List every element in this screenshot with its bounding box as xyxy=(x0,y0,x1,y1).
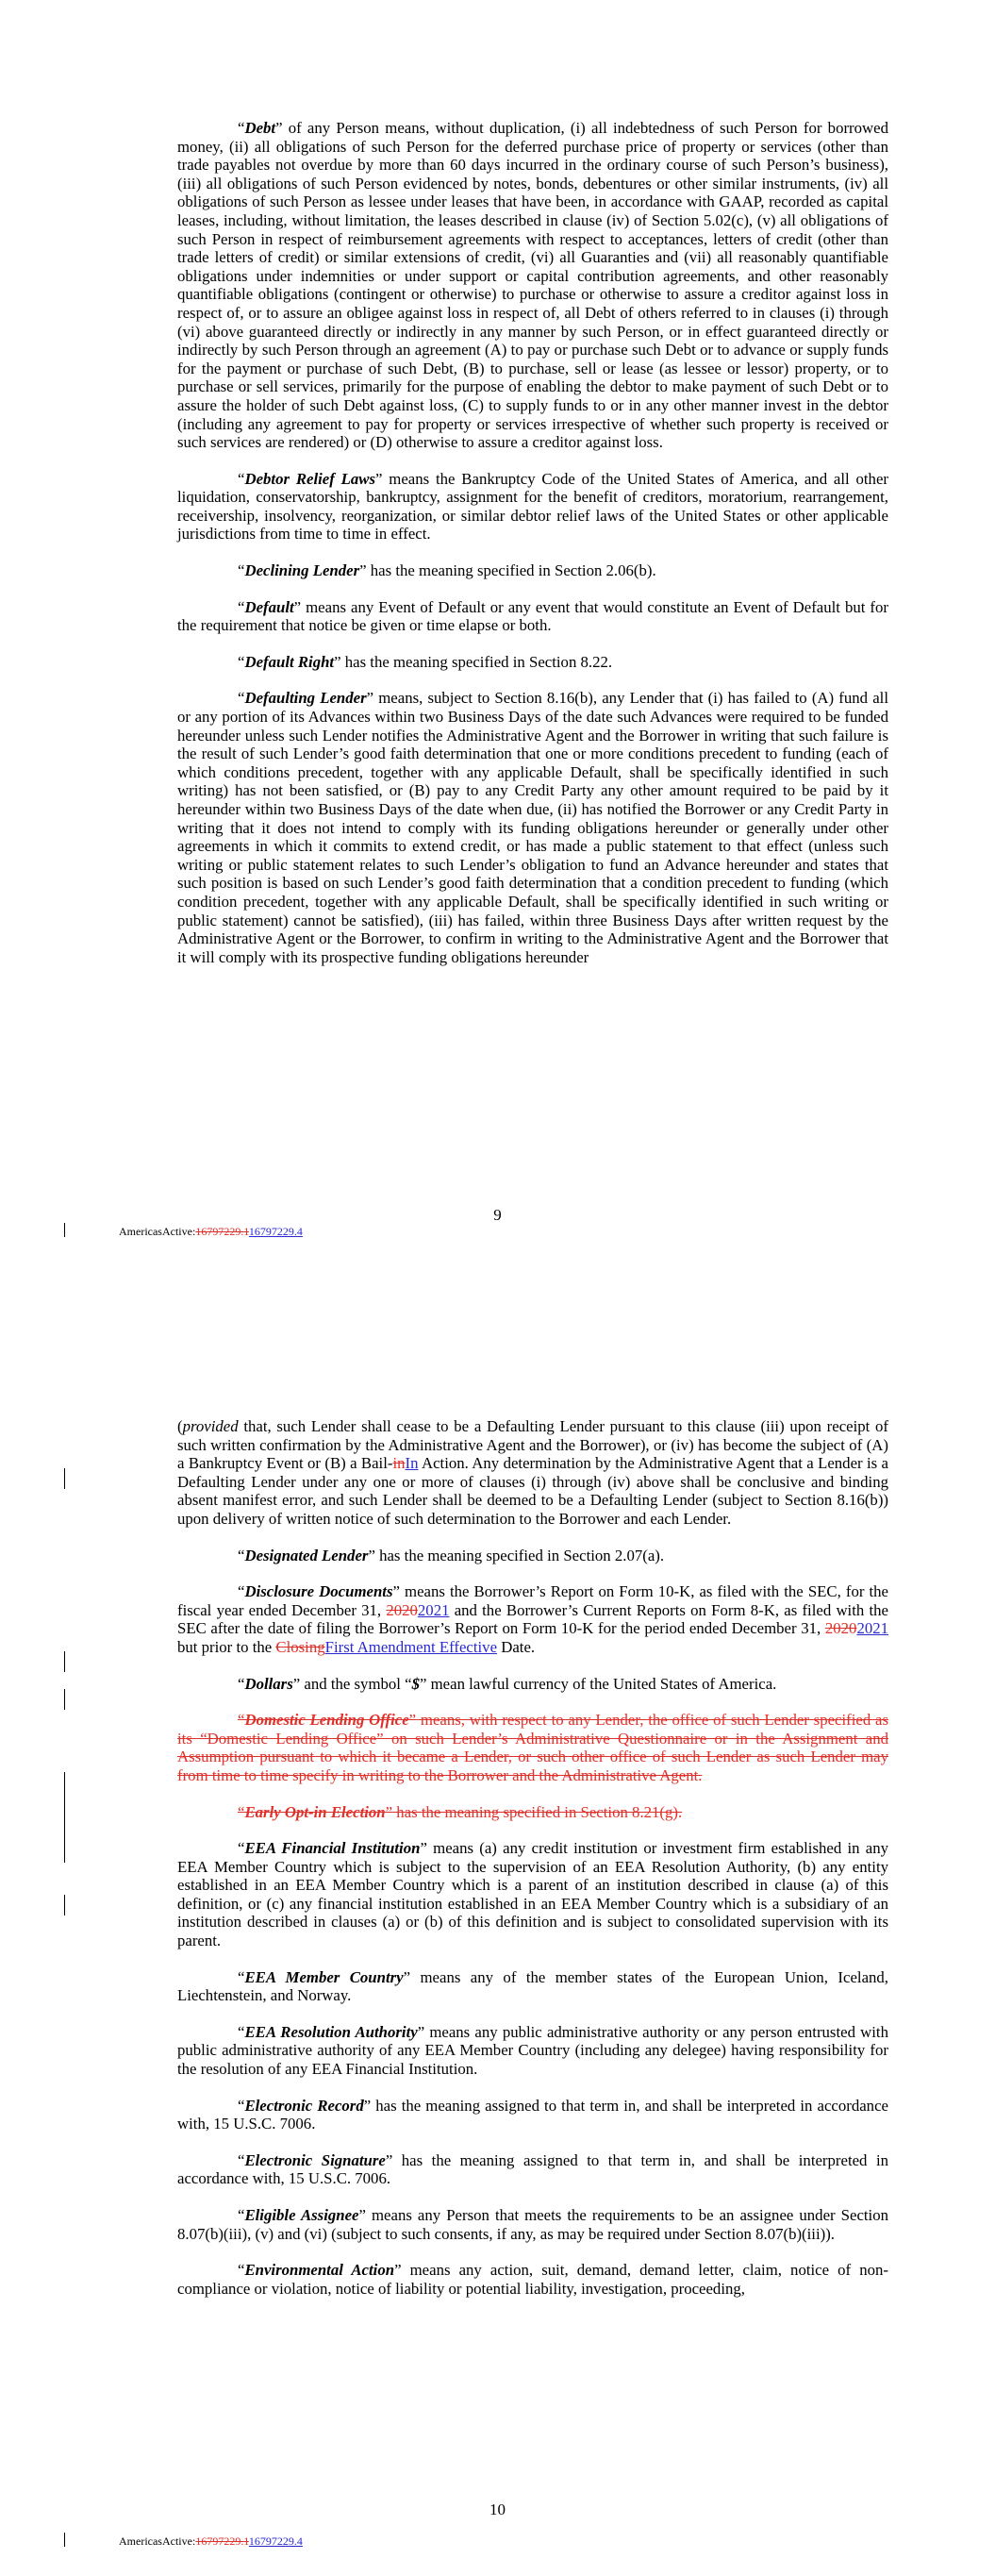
document-footer xyxy=(119,2534,303,2549)
definition-text: has the meaning specified in Section 2.06(b). xyxy=(366,561,656,580)
definition-dollars xyxy=(177,1675,888,1694)
defined-term: Environmental Action xyxy=(244,2261,395,2280)
deleted-text: in xyxy=(392,1454,406,1473)
defined-term: Debtor Relief Laws xyxy=(244,469,376,488)
footer-inserted-version: 16797229.4 xyxy=(248,1225,303,1238)
open-quote: “ xyxy=(238,2206,245,2224)
defined-term: Debt xyxy=(244,119,276,137)
definition-electronic-signature xyxy=(177,2151,888,2188)
change-bar xyxy=(64,1895,65,1915)
defined-term: Default Right xyxy=(244,652,335,671)
defined-term: Eligible Assignee xyxy=(244,2206,359,2224)
defined-term: EEA Financial Institution xyxy=(244,1839,421,1858)
definition-disclosure-documents xyxy=(177,1582,888,1656)
change-bar xyxy=(64,1223,65,1237)
definition-text: means any action, suit, demand, demand letter, claim, notice of non-compliance or violation, notice of liability or potential liability, investigation, proceeding, xyxy=(177,2261,888,2298)
close-quote: ” xyxy=(417,2022,425,2041)
open-quote: “ xyxy=(238,1582,245,1601)
defined-term: Default xyxy=(244,597,294,616)
definition-designated-lender xyxy=(177,1547,888,1565)
definition-text: has the meaning specified in Section 8.21(g). xyxy=(392,1802,683,1821)
definition-text: means any of the member states of the European Union, Iceland, Liechtenstein, and Norway. xyxy=(177,1967,888,2005)
definition-text: has the meaning assigned to that term in, and shall be interpreted in accordance with, 15 U.S.C. 7006. xyxy=(177,2096,888,2133)
deleted-text: 2020 xyxy=(824,1619,857,1638)
provided-word: provided xyxy=(182,1417,239,1435)
document-page-9 xyxy=(0,0,995,1283)
dollar-symbol: $ xyxy=(411,1674,420,1693)
change-bar xyxy=(64,1651,65,1672)
footer-prefix: AmericasActive: xyxy=(119,2534,196,2548)
definition-text: and the symbol “ xyxy=(300,1674,412,1693)
close-quote: ” xyxy=(334,652,341,671)
open-quote: “ xyxy=(238,561,245,580)
open-quote: “ xyxy=(238,1839,245,1858)
defined-term: Designated Lender xyxy=(244,1546,369,1564)
defined-term: Defaulting Lender xyxy=(244,689,367,708)
definition-defaulting-lender xyxy=(177,689,888,966)
open-quote: “ xyxy=(238,1711,245,1730)
definition-text: has the meaning assigned to that term in, and shall be interpreted in accordance with, 15 U.S.C. 7006. xyxy=(177,2150,888,2188)
close-quote: ” xyxy=(358,2206,366,2224)
open-quote: “ xyxy=(238,2150,245,2169)
inserted-text: 2021 xyxy=(417,1600,450,1619)
close-quote: ” xyxy=(392,1582,400,1601)
document-footer xyxy=(119,1225,303,1239)
definition-text: means the Borrower’s Report on Form 10-K, as filed with the SEC, for the fiscal year ended December 31, xyxy=(177,1582,888,1619)
definition-eligible-assignee xyxy=(177,2206,888,2243)
defaulting-lender-continuation xyxy=(177,1417,888,1529)
close-quote: ” xyxy=(368,1546,375,1564)
footer-prefix: AmericasActive: xyxy=(119,1225,196,1238)
change-bar xyxy=(64,1689,65,1710)
definition-text: means the Bankruptcy Code of the United States of America, and all other liquidation, conservatorship, bankruptcy, assignment for the benefit of creditors, moratorium, rearrangement, receivership, insolvency, reorganization, or similar debtor relief laws of the United States or other applicable jurisdictions from time to time in effect. xyxy=(177,469,888,544)
defined-term: EEA Member Country xyxy=(244,1967,404,1986)
open-quote: “ xyxy=(238,1546,245,1564)
deleted-text: Closing xyxy=(275,1637,325,1656)
open-quote: “ xyxy=(238,2022,245,2041)
continuation-text: Action. Any determination by the Administrative Agent that a Lender is a Defaulting Lender under any one or more of clauses (i) through (iv) above shall be conclusive and binding absent manifest error, and such Lender shall be deemed to be a Defaulting Lender (subject to Section 8.16(b)) upon delivery of written notice of such determination to the Borrower and each Lender. xyxy=(177,1454,888,1528)
close-quote: ” xyxy=(363,2096,372,2115)
page-number: 9 xyxy=(493,1206,502,1224)
defined-term: Domestic Lending Office xyxy=(244,1711,409,1730)
definition-text: but prior to the xyxy=(177,1637,276,1656)
definition-text: means, with respect to any Lender, the office of such Lender specified as its “Domestic Lending Office” on such Lender’s Administrative Questionnaire or in the Assignment and Assumption pursuant to which it became a Lender, or such other office of such Lender as such Lender may from time to time specify in writing to the Borrower and the Administrative Agent. xyxy=(177,1711,888,1784)
open-quote: “ xyxy=(238,1967,245,1986)
definition-declining-lender xyxy=(177,561,888,580)
definition-eea-resolution-authority xyxy=(177,2023,888,2079)
definition-text: ” mean lawful currency of the United States of America. xyxy=(419,1674,777,1693)
definition-text: of any Person means, without duplication, (i) all indebtedness of such Person for borrowed money, (ii) all obligations of such Person for the deferred purchase price of property or services (other than trade payables not overdue by more than 60 days incurred in the ordinary course of such Person’s business), (iii) all obligations of such Person evidenced by notes, bonds, debentures or other similar instruments, (iv) all obligations of such Person as lessee under leases that have been, in accordance with GAAP, recorded as capital leases, including, without limitation, the leases described in clause (iv) of Section 5.02(c), (v) all obligations of such Person in respect of reimbursement agreements with respect to acceptances, letters of credit (other than trade letters of credit) or similar extensions of credit, (vi) all Guaranties and (vii) all reasonably quantifiable obligations under indemnities or under support or capital contribution agreements, and other reasonably quantifiable obligations (contingent or otherwise) to purchase or otherwise to assure a creditor against loss in respect of, or to assure an obligee against loss in respect of, all Debt of others referred to in clauses (i) through (vi) above guaranteed directly or indirectly in any manner by such Person, or in effect guaranteed directly or indirectly by such Person through an agreement (A) to pay or purchase such Debt or to advance or supply funds for the payment or purchase of such Debt, (B) to purchase, sell or lease (as lessee or lessor) property, or to purchase or sell services, primarily for the purpose of enabling the debtor to make payment of such Debt or to assure the holder of such Debt against loss, (C) to supply funds to or in any other manner invest in the debtor (including any agreement to pay for property or services irrespective of whether such property is received or such services are rendered) or (D) otherwise to assure a creditor against loss. xyxy=(177,119,888,452)
close-quote: ” xyxy=(359,561,367,580)
footer-deleted-version: 16797229.1 xyxy=(195,2534,249,2548)
footer-deleted-version: 16797229.1 xyxy=(195,1225,249,1238)
definition-text: and the Borrower’s Current Reports on Form 8-K, as filed with the SEC after the date of filing the Borrower’s Report on Form 10-K for the period ended December 31, xyxy=(177,1600,889,1638)
open-quote: “ xyxy=(238,689,245,708)
close-quote: ” xyxy=(275,119,283,137)
page-number: 10 xyxy=(489,2501,506,2518)
definition-environmental-action xyxy=(177,2261,888,2298)
close-quote: ” xyxy=(420,1839,427,1858)
page-10-body xyxy=(177,1417,888,2316)
definition-default xyxy=(177,598,888,635)
open-quote: “ xyxy=(238,469,245,488)
definition-default-right xyxy=(177,653,888,672)
definition-text: means any Event of Default or any event that would constitute an Event of Default but for the requirement that notice be given or time elapse or both. xyxy=(177,597,888,635)
definition-text: means, subject to Section 8.16(b), any Lender that (i) has failed to (A) fund all or any portion of its Advances within two Business Days of the date such Advances were required to be funded hereunder unless such Lender notifies the Administrative Agent and the Borrower in writing that such failure is the result of such Lender’s good faith determination that one or more conditions precedent to funding (each of which conditions precedent, together with any applicable Default, shall be specifically identified in such writing) has not been satisfied, or (B) pay to any Credit Party any other amount required to be paid by it hereunder within two Business Days of the date when due, (ii) has notified the Borrower or any Credit Party in writing that it does not intend to comply with its funding obligations hereunder or generally under other agreements in which it commits to extend credit, or has made a public statement to that effect (unless such writing or public statement relates to such Lender’s obligation to fund an Advance hereunder and states that such position is based on such Lender’s good faith determination that a condition precedent to funding (which condition precedent, together with any applicable Default, shall be specifically identified in such writing or public statement) cannot be satisfied), (iii) has failed, within three Business Days after written request by the Administrative Agent or the Borrower, to confirm in writing to the Administrative Agent and the Borrower that it will comply with its prospective funding obligations hereunder xyxy=(177,689,889,966)
definition-eea-member-country xyxy=(177,1968,888,2005)
open-paren: ( xyxy=(177,1417,183,1435)
change-bar xyxy=(64,2533,65,2547)
footer-inserted-version: 16797229.4 xyxy=(248,2534,303,2548)
defined-term: Early Opt-in Election xyxy=(244,1802,386,1821)
definition-text: means (a) any credit institution or investment firm established in any EEA Member Country which is subject to the supervision of an EEA Resolution Authority, (b) any entity established in an EEA Member Country which is a parent of an institution described in clause (a) of this definition, or (c) any financial institution established in an EEA Member Country which is a subsidiary of an institution described in clauses (a) or (b) of this definition and is subject to consolidated supervision with its parent. xyxy=(177,1839,889,1950)
close-quote: ” xyxy=(375,469,383,488)
deleted-text: 2020 xyxy=(386,1600,418,1619)
open-quote: “ xyxy=(238,2096,245,2115)
definition-early-opt-in-election-deleted xyxy=(177,1803,888,1822)
close-quote: ” xyxy=(408,1711,417,1730)
definition-text: means any Person that meets the requirements to be an assignee under Section 8.07(b)(iii), (v) and (vi) (subject to such consents, if any, as may be required under Section 8.07(b)(iii)). xyxy=(177,2206,888,2243)
definition-electronic-record xyxy=(177,2097,888,2133)
open-quote: “ xyxy=(238,1674,245,1693)
definition-debt xyxy=(177,119,888,452)
close-quote: ” xyxy=(385,2150,393,2169)
close-quote: ” xyxy=(385,1802,393,1821)
defined-term: Electronic Signature xyxy=(244,2150,386,2169)
close-quote: ” xyxy=(366,689,374,708)
defined-term: Disclosure Documents xyxy=(244,1582,393,1601)
definition-domestic-lending-office-deleted xyxy=(177,1711,888,1784)
definition-text: means any public administrative authority or any person entrusted with public administrative authority of any EEA Member Country (including any delegee) having responsibility for the resolution of any EEA Financial Institution. xyxy=(177,2022,888,2079)
close-quote: ” xyxy=(292,1674,301,1693)
open-quote: “ xyxy=(238,652,245,671)
open-quote: “ xyxy=(238,119,245,137)
page-9-body xyxy=(177,119,888,984)
definition-text: has the meaning specified in Section 8.22. xyxy=(340,652,613,671)
definition-text: has the meaning specified in Section 2.07(a). xyxy=(374,1546,665,1564)
open-quote: “ xyxy=(238,597,245,616)
inserted-text: In xyxy=(405,1454,419,1473)
close-quote: ” xyxy=(403,1967,411,1986)
close-quote: ” xyxy=(293,597,302,616)
change-bar xyxy=(64,1468,65,1489)
continuation-text: that, such Lender shall cease to be a Defaulting Lender pursuant to this clause (iii) upon receipt of such written confirmation by the Administrative Agent and the Borrower), or (iv) has become the subject of (A) a Bankruptcy Event or (B) a Bail- xyxy=(177,1417,888,1473)
defined-term: Declining Lender xyxy=(244,561,360,580)
definition-debtor-relief-laws xyxy=(177,470,888,544)
definition-eea-financial-institution xyxy=(177,1839,888,1950)
defined-term: Electronic Record xyxy=(244,2096,364,2115)
defined-term: EEA Resolution Authority xyxy=(244,2022,418,2041)
close-quote: ” xyxy=(394,2261,402,2280)
open-quote: “ xyxy=(238,1802,245,1821)
inserted-text: 2021 xyxy=(856,1619,888,1638)
document-page-10 xyxy=(0,1283,995,2576)
inserted-text: First Amendment Effective xyxy=(324,1637,498,1656)
open-quote: “ xyxy=(238,2261,245,2280)
change-bar xyxy=(64,1772,65,1863)
defined-term: Dollars xyxy=(244,1674,293,1693)
definition-text: Date. xyxy=(497,1637,536,1656)
